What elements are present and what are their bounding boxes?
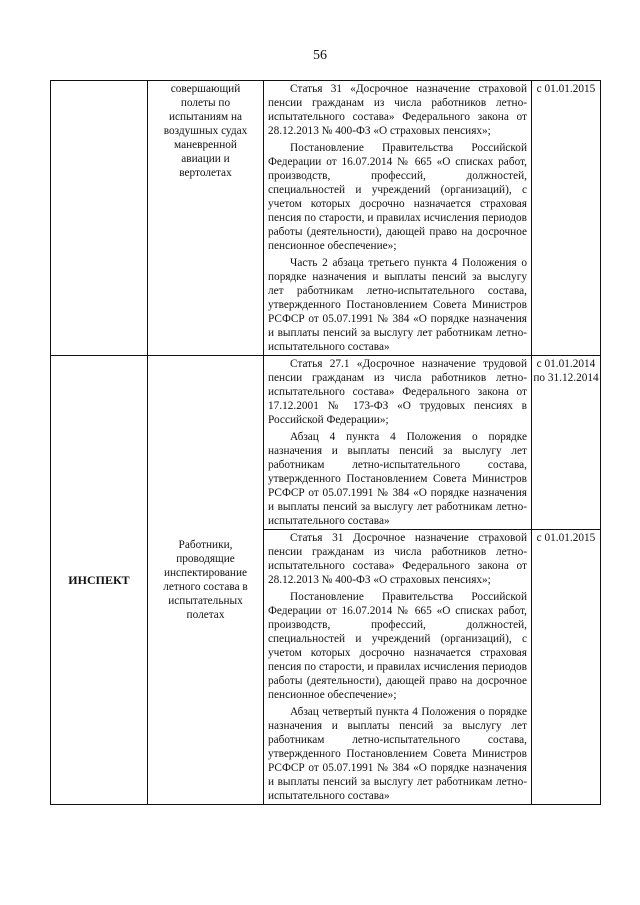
period-cell: с 01.01.2015 — [532, 530, 601, 805]
legal-basis-cell — [264, 356, 532, 530]
legal-basis-paragraph: Постановление Правительства Российской Федерации от 16.07.2014 № 665 «О списках работ, производств, профессий, должностей, специальностей и учреждений (организаций), с учетом которых досрочно назначается страховая пенсия по старости, и правилах исчисления периодов работы (деятельности), дающей право на досрочное пенсионное обеспечение»; — [268, 142, 527, 252]
table-row — [51, 81, 601, 356]
legal-basis-paragraph: Абзац четвертый пункта 4 Положения о порядке назначения и выплаты пенсий за выслугу лет работникам летно-испытательного состава, утвержденного Постановлением Совета Министров РСФСР от 05.07.1991 № 384 «О порядке назначения и выплаты пенсий за выслугу лет работникам летно-испытательного состава» — [268, 706, 527, 802]
code-cell — [51, 81, 148, 356]
legal-basis-paragraph: Статья 31 Досрочное назначение страховой пенсии гражданам из числа работников летно-испытательного состава» Федерального закона от 28.12.2013 № 400-ФЗ «О страховых пенсиях»; — [268, 532, 527, 586]
page-number: 56 — [313, 48, 327, 63]
pension-basis-table — [50, 80, 601, 805]
legal-basis-paragraph: Абзац 4 пункта 4 Положения о порядке назначения и выплаты пенсий за выслугу лет работникам летно-испытательного состава, утвержденного Постановлением Совета Министров РСФСР от 05.07.1991 № 384 «О порядке назначения и выплаты пенсий за выслугу лет работникам летно-испытательного состава» — [268, 431, 527, 527]
period-cell: с 01.01.2015 — [532, 81, 601, 356]
table-row — [51, 356, 601, 530]
code-cell: ИНСПЕКТ — [51, 356, 148, 805]
legal-basis-cell — [264, 81, 532, 356]
legal-basis-paragraph: Постановление Правительства Российской Федерации от 16.07.2014 № 665 «О списках работ, производств, профессий, должностей, специальностей и учреждений (организаций), с учетом которых досрочно назначается страховая пенсия по старости, и правилах исчисления периодов работы (деятельности), дающей право на досрочное пенсионное обеспечение»; — [268, 591, 527, 701]
legal-basis-cell — [264, 530, 532, 805]
description-cell: Работники, проводящие инспектирование летного состава в испытательных полетах — [148, 356, 264, 805]
description-cell: совершающий полеты по испытаниям на воздушных судах маневренной авиации и вертолетах — [148, 81, 264, 356]
legal-basis-paragraph: Часть 2 абзаца третьего пункта 4 Положения о порядке назначения и выплаты пенсий за выслугу лет работникам летно-испытательного состава, утвержденного Постановлением Совета Министров РСФСР от 05.07.1991 № 384 «О порядке назначения и выплаты пенсий за выслугу лет работникам летно-испытательного состава» — [268, 257, 527, 353]
period-cell: с 01.01.2014 по 31.12.2014 — [532, 356, 601, 530]
legal-basis-paragraph: Статья 31 «Досрочное назначение страховой пенсии гражданам из числа работников летно-испытательного состава» Федерального закона от 28.12.2013 № 400-ФЗ «О страховых пенсиях»; — [268, 83, 527, 137]
legal-basis-paragraph: Статья 27.1 «Досрочное назначение трудовой пенсии гражданам из числа работников летно-испытательного состава» Федерального закона от 17.12.2001 № 173-ФЗ «О трудовых пенсиях в Российской Федерации»; — [268, 358, 527, 426]
